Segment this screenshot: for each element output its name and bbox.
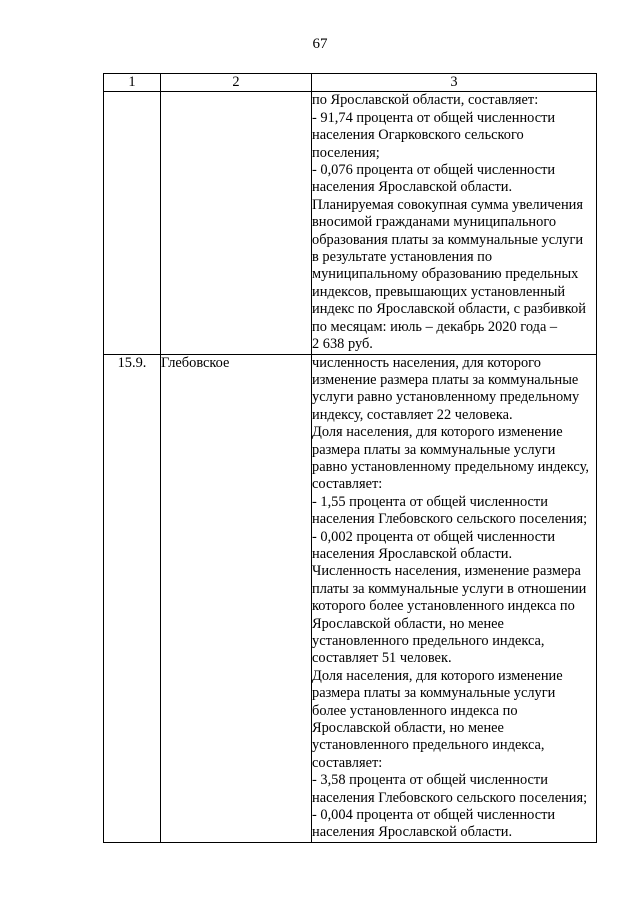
description-line: которого более установленного индекса по	[312, 598, 575, 615]
description-line: размера платы за коммунальные услуги	[312, 685, 556, 702]
table-body	[104, 92, 597, 842]
description-line: Ярославской области, но менее	[312, 720, 504, 737]
description-line: Доля населения, для которого изменение	[312, 667, 563, 684]
column-header-1: 1	[104, 74, 161, 92]
table-row	[104, 354, 597, 842]
table-header-row	[104, 74, 597, 92]
description-line: Планируемая совокупная сумма увеличения	[312, 196, 583, 213]
description-line: изменение размера платы за коммунальные	[312, 371, 579, 388]
description-line: установленного предельного индекса,	[312, 737, 545, 754]
description-line: населения Ярославской области.	[312, 179, 513, 196]
description-line: населения Ярославской области.	[312, 824, 513, 841]
description-line: населения Ярославской области.	[312, 545, 513, 562]
description-line: индексу, составляет 22 человека.	[312, 406, 513, 423]
description-cell	[312, 92, 597, 354]
column-header-3: 3	[312, 74, 597, 92]
description-line: - 91,74 процента от общей численности	[312, 109, 556, 126]
page-number: 67	[312, 36, 328, 52]
description-line: установленного предельного индекса,	[312, 633, 545, 649]
description-line: размера платы за коммунальные услуги	[312, 441, 556, 458]
description-line: равно установленному предельному индексу,	[312, 458, 589, 475]
settlement-name-cell	[161, 92, 312, 354]
description-line: муниципальному образованию предельных	[312, 266, 579, 283]
description-line: индекс по Ярославской области, с разбивкой	[312, 301, 586, 318]
description-line: Доля населения, для которого изменение	[312, 424, 563, 441]
description-line: услуги равно установленному предельному	[312, 389, 580, 406]
row-number-cell	[104, 92, 161, 354]
description-line: населения Глебовского сельского поселения;	[312, 511, 588, 528]
description-line: Численность населения, изменение размера	[312, 563, 581, 580]
description-line: составляет:	[312, 754, 383, 771]
description-line: - 0,004 процента от общей численности	[312, 807, 556, 824]
settlement-name-cell: Глебовское	[161, 354, 312, 842]
description-line: более установленного индекса по	[312, 702, 518, 719]
table-row	[104, 92, 597, 354]
document-table	[103, 73, 597, 843]
description-line: - 3,58 процента от общей численности	[312, 772, 548, 789]
description-line: - 0,002 процента от общей численности	[312, 528, 556, 545]
description-line: поселения;	[312, 144, 380, 161]
description-line: составляет 51 человек.	[312, 650, 452, 667]
description-line: численность населения, для которого	[312, 354, 541, 371]
description-line: вносимой гражданами муниципального	[312, 214, 557, 231]
row-number-cell: 15.9.	[104, 354, 161, 842]
description-line: платы за коммунальные услуги в отношении	[312, 580, 587, 597]
description-line: индексов, превышающих установленный	[312, 283, 566, 300]
description-line: - 1,55 процента от общей численности	[312, 493, 548, 510]
description-line: 2 638 руб.	[312, 336, 373, 353]
description-line: населения Огарковского сельского	[312, 127, 524, 144]
column-header-2: 2	[161, 74, 312, 92]
description-line: в результате установления по	[312, 249, 493, 266]
description-line: образования платы за коммунальные услуги	[312, 231, 584, 248]
description-line: Ярославской области, но менее	[312, 615, 504, 632]
description-line: по месяцам: июль – декабрь 2020 года –	[312, 318, 558, 335]
description-line: населения Глебовского сельского поселения;	[312, 789, 588, 806]
description-line: составляет:	[312, 476, 383, 493]
description-cell	[312, 354, 597, 842]
description-line: по Ярославской области, составляет:	[312, 92, 539, 109]
description-line: - 0,076 процента от общей численности	[312, 162, 556, 179]
